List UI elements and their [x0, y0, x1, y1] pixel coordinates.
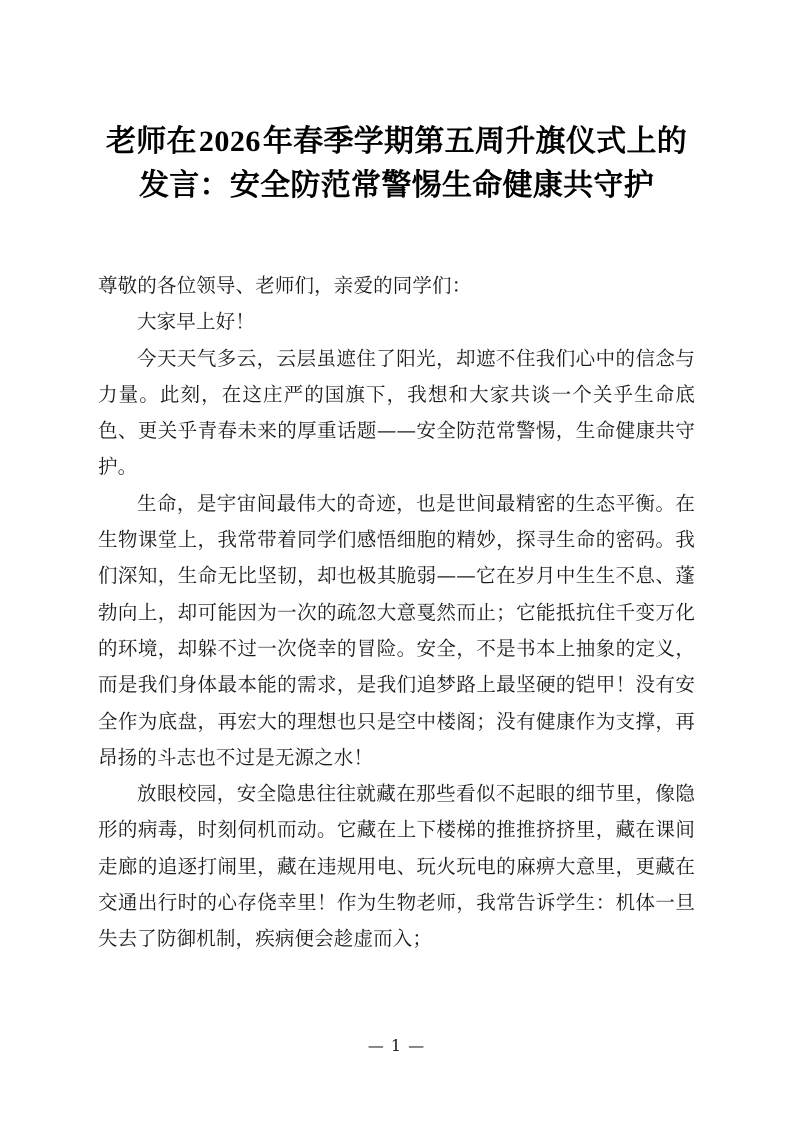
title-suffix: 年春季学期第五周升旗仪式上的发言：安全防范常警惕生命健康共守护 — [138, 124, 688, 204]
page-title — [98, 120, 695, 208]
title-prefix: 老师在 — [105, 124, 197, 160]
paragraph-opening: 今天天气多云，云层虽遮住了阳光，却遮不住我们心中的信念与力量。此刻，在这庄严的国旗下，我想和大家共谈一个关乎生命底色、更关乎青春未来的厚重话题——安全防范常警惕，生命健康共守护。 — [98, 346, 695, 479]
paragraph-campus: 放眼校园，安全隐患往往就藏在那些看似不起眼的细节里，像隐形的病毒，时刻伺机而动。它藏在上下楼梯的推推挤挤里，藏在课间走廊的追逐打闹里，藏在违规用电、玩火玩电的麻痹大意里，更藏在交通出行时的心存侥幸里！作为生物老师，我常告诉学生：机体一旦失去了防御机制，疾病便会趁虚而入； — [98, 782, 695, 951]
paragraph-greeting: 大家早上好！ — [137, 310, 255, 334]
document-body — [98, 268, 695, 958]
page-number-footer: — 1 — — [367, 1036, 426, 1055]
paragraph-salutation: 尊敬的各位领导、老师们，亲爱的同学们： — [98, 274, 472, 297]
title-year: 2026 — [198, 125, 261, 159]
paragraph-life: 生命，是宇宙间最伟大的奇迹，也是世间最精密的生态平衡。在生物课堂上，我常带着同学们感悟细胞的精妙，探寻生命的密码。我们深知，生命无比坚韧，却也极其脆弱——它在岁月中生生不息、蓬勃向上，却可能因为一次的疏忽大意戛然而止；它能抵抗住千变万化的环境，却躲不过一次侥幸的冒险。安全，不是书本上抽象的定义，而是我们身体最本能的需求，是我们追梦路上最坚硬的铠甲！没有安全作为底盘，再宏大的理想也只是空中楼阁；没有健康作为支撑，再昂扬的斗志也不过是无源之水！ — [98, 491, 695, 769]
